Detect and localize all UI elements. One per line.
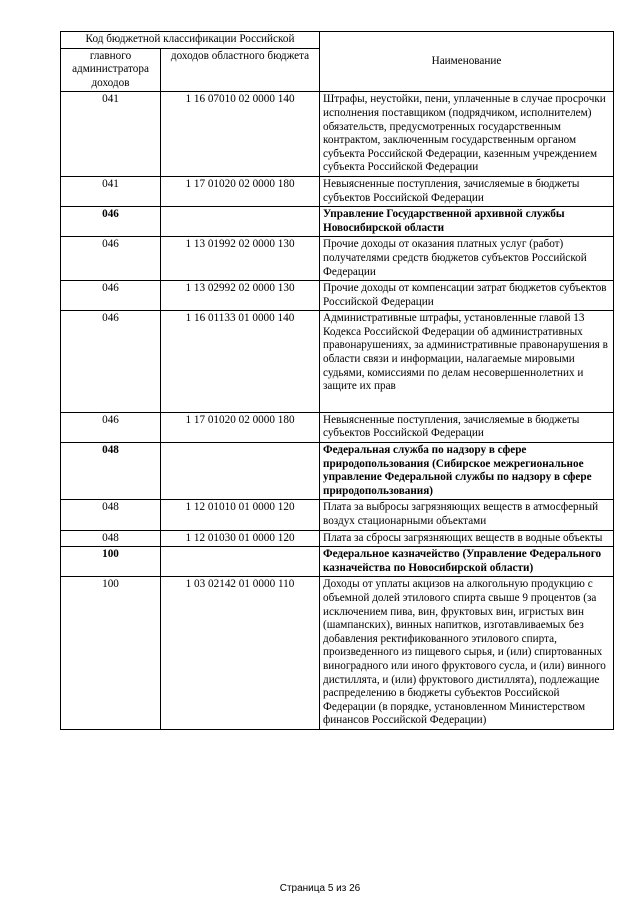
- admin-code-cell: 046: [61, 412, 161, 442]
- table-row: [61, 311, 614, 413]
- name-cell: Прочие доходы от оказания платных услуг (работ) получателями средств бюджетов субъектов Российской Федерации: [320, 237, 614, 281]
- table-row: [61, 577, 614, 730]
- admin-code-cell: 046: [61, 311, 161, 413]
- budget-classification-table: [60, 31, 614, 730]
- header-admin-column: главного администратора доходов: [61, 48, 161, 92]
- admin-code-cell: 046: [61, 237, 161, 281]
- table-row: [61, 281, 614, 311]
- name-cell: Управление Государственной архивной службы Новосибирской области: [320, 207, 614, 237]
- budget-code-cell: 1 17 01020 02 0000 180: [161, 176, 320, 206]
- name-cell: Федеральная служба по надзору в сфере природопользования (Сибирское межрегиональное управление Федеральной службы по надзору в сфере природопользования): [320, 443, 614, 500]
- table-row: [61, 530, 614, 547]
- name-cell: Плата за выбросы загрязняющих веществ в атмосферный воздух стационарными объектами: [320, 500, 614, 530]
- table-row: [61, 547, 614, 577]
- budget-code-cell: 1 13 01992 02 0000 130: [161, 237, 320, 281]
- table-row: [61, 176, 614, 206]
- header-code-column: доходов областного бюджета: [161, 48, 320, 92]
- header-name-column: Наименование: [320, 32, 614, 92]
- table-header: [61, 32, 614, 92]
- page-footer: Страница 5 из 26: [279, 883, 361, 894]
- table-body: [61, 92, 614, 730]
- admin-code-cell: 100: [61, 577, 161, 730]
- name-cell: Доходы от уплаты акцизов на алкогольную продукцию с объемной долей этилового спирта свыше 9 процентов (за исключением пива, вин, фруктовых вин, игристых вин (шампанских), винных напитков, изготавливаемых без добавления ректификованного этилового спирта, произведенного из пищевого сырья, и (или) спиртованных виноградного или иного фруктового сусла, и (или) винного дистиллята, и (или) фруктового дистиллята), подлежащие распределению в бюджеты субъектов Российской Федерации (в порядке, установленном Министерством финансов Российской Федерации): [320, 577, 614, 730]
- admin-code-cell: 048: [61, 500, 161, 530]
- admin-code-cell: 048: [61, 443, 161, 500]
- table-row: [61, 443, 614, 500]
- table-row: [61, 207, 614, 237]
- admin-code-cell: 041: [61, 92, 161, 177]
- admin-code-cell: 046: [61, 281, 161, 311]
- budget-code-cell: 1 13 02992 02 0000 130: [161, 281, 320, 311]
- table-row: [61, 237, 614, 281]
- admin-code-cell: 100: [61, 547, 161, 577]
- table-row: [61, 500, 614, 530]
- header-group-title: Код бюджетной классификации Российской: [61, 32, 320, 49]
- budget-code-cell: [161, 443, 320, 500]
- name-cell: Штрафы, неустойки, пени, уплаченные в случае просрочки исполнения поставщиком (подрядчиком, исполнителем) обязательств, предусмотренных государственным контрактом, заключенным государственным органом субъекта Российской Федерации, казенным учреждением субъекта Российской Федерации: [320, 92, 614, 177]
- budget-code-cell: [161, 547, 320, 577]
- admin-code-cell: 041: [61, 176, 161, 206]
- name-cell: Невыясненные поступления, зачисляемые в бюджеты субъектов Российской Федерации: [320, 412, 614, 442]
- table-row: [61, 412, 614, 442]
- admin-code-cell: 046: [61, 207, 161, 237]
- budget-code-cell: 1 03 02142 01 0000 110: [161, 577, 320, 730]
- budget-code-cell: 1 12 01030 01 0000 120: [161, 530, 320, 547]
- budget-code-cell: 1 17 01020 02 0000 180: [161, 412, 320, 442]
- budget-code-cell: 1 16 01133 01 0000 140: [161, 311, 320, 413]
- admin-code-cell: 048: [61, 530, 161, 547]
- budget-code-cell: 1 12 01010 01 0000 120: [161, 500, 320, 530]
- budget-code-cell: [161, 207, 320, 237]
- name-cell: Административные штрафы, установленные главой 13 Кодекса Российской Федерации об административных правонарушениях, за административные правонарушения в области связи и информации, налагаемые мировыми судьями, комиссиями по делам несовершеннолетних и защите их прав: [320, 311, 614, 413]
- name-cell: Федеральное казначейство (Управление Федерального казначейства по Новосибирской области): [320, 547, 614, 577]
- name-cell: Невыясненные поступления, зачисляемые в бюджеты субъектов Российской Федерации: [320, 176, 614, 206]
- name-cell: Прочие доходы от компенсации затрат бюджетов субъектов Российской Федерации: [320, 281, 614, 311]
- table-row: [61, 92, 614, 177]
- budget-code-cell: 1 16 07010 02 0000 140: [161, 92, 320, 177]
- name-cell: Плата за сбросы загрязняющих веществ в водные объекты: [320, 530, 614, 547]
- document-page: [60, 31, 620, 730]
